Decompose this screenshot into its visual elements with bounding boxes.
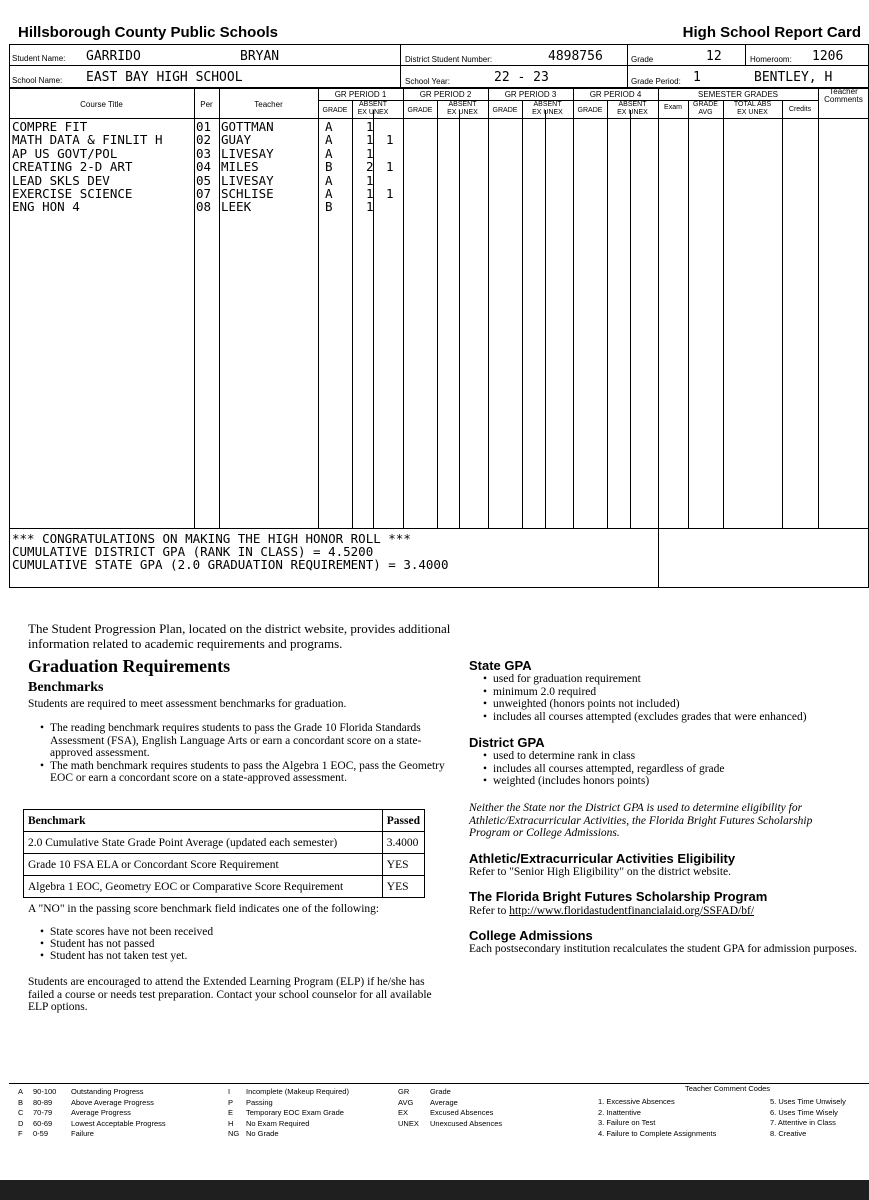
passed-row-gpa: 3.4000 <box>382 832 424 854</box>
grade-range: 0-59 <box>33 1129 49 1138</box>
course-gp1-unexcused: 1 <box>386 159 394 175</box>
course-gp1-excused: 2 <box>366 159 374 175</box>
no-reasons-list <box>38 926 213 962</box>
school-year: 22 - 23 <box>494 70 549 85</box>
course-teacher: GOTTMAN <box>221 119 274 134</box>
school-name-label: School Name: <box>12 76 63 85</box>
state-gpa-item: • includes all courses attempted (excludes grades that were enhanced) <box>493 711 807 724</box>
course-gp1-excused: 1 <box>366 145 374 161</box>
passed-row-eoc: YES <box>382 876 424 898</box>
sem-grade-avg-label: GRADE AVG <box>693 101 718 116</box>
athletic-text: Refer to "Senior High Eligibility" on the district website. <box>469 866 732 878</box>
gp3-grade-label: GRADE <box>492 107 518 114</box>
grade-range: 90-100 <box>33 1087 57 1096</box>
grade-description: Lowest Acceptable Progress <box>71 1118 166 1128</box>
gp3-absent-label: ABSENT <box>533 101 562 108</box>
course-gp1-grade: A <box>325 186 333 201</box>
course-title: AP US GOVT/POL <box>12 145 118 161</box>
district-gpa-list <box>481 750 725 788</box>
school-name: EAST BAY HIGH SCHOOL <box>86 70 243 85</box>
comment-code: 7. Attentive in Class <box>770 1118 836 1127</box>
grade-range: 70-79 <box>33 1108 53 1117</box>
comment-code: 6. Uses Time Wisely <box>770 1107 838 1117</box>
mark-code: NG <box>228 1129 240 1138</box>
comment-code: 4. Failure to Complete Assignments <box>598 1128 717 1138</box>
course-gp1-excused: 1 <box>366 132 374 148</box>
gp1-grade-label: GRADE <box>322 107 348 114</box>
course-title: CREATING 2-D ART <box>12 159 133 175</box>
abbrev-description: Excused Absences <box>430 1108 494 1117</box>
district-gpa-item: • includes all courses attempted, regardless of grade <box>493 763 725 776</box>
college-admissions-text: Each postsecondary institution recalculates the student GPA for admission purposes. <box>469 943 857 955</box>
student-first-name: BRYAN <box>240 49 280 64</box>
course-teacher: MILES <box>221 159 259 175</box>
course-gp1-grade: A <box>325 145 333 161</box>
mark-code: I <box>228 1087 231 1096</box>
comment-code: 5. Uses Time Unwisely <box>770 1097 846 1106</box>
gp2-absent-label: ABSENT <box>448 101 477 108</box>
district-gpa-item: • used to determine rank in class <box>493 750 725 763</box>
no-reason-item: • Student has not taken test yet. <box>50 950 213 962</box>
homeroom-teacher: BENTLEY, H <box>754 70 833 85</box>
course-gp1-grade: B <box>325 159 333 175</box>
gp1-absent-label: ABSENT <box>358 101 387 108</box>
grade-period-label: Grade Period: <box>631 77 681 86</box>
gp4-exunex-label: EX UNEX <box>617 109 648 116</box>
dsn-value: 4898756 <box>548 49 603 64</box>
grade-description: Outstanding Progress <box>71 1087 144 1096</box>
benchmark-row-eoc: Algebra 1 EOC, Geometry EOC or Comparative Score Requirement <box>24 876 383 898</box>
passed-header: Passed <box>382 810 424 832</box>
course-period: 02 <box>196 132 212 148</box>
district-gpa-title: District GPA <box>469 735 545 750</box>
school-year-label: School Year: <box>405 77 450 86</box>
grade-description: Failure <box>71 1129 94 1138</box>
mark-description: No Grade <box>246 1129 279 1138</box>
sem-credits-label: Credits <box>788 106 812 113</box>
district-gpa-message: CUMULATIVE DISTRICT GPA (RANK IN CLASS) = 4.5200 <box>12 544 374 559</box>
course-title: LEAD SKLS DEV <box>12 172 110 188</box>
math-benchmark: • The math benchmark requires students to pass the Algebra 1 EOC, pass the Geometry EOC or earn a concordant score on a state-approved assessment. <box>50 760 450 785</box>
course-title: COMPRE FIT <box>12 119 88 134</box>
course-period: 05 <box>196 172 212 188</box>
state-gpa-item: • unweighted (honors points not included) <box>493 698 807 711</box>
comment-code: 3. Failure on Test <box>598 1118 656 1127</box>
gp4-absent-label: ABSENT <box>618 101 647 108</box>
abbrev-description: Average <box>430 1097 458 1107</box>
grade-range: 80-89 <box>33 1097 53 1107</box>
grade-range: 60-69 <box>33 1118 53 1128</box>
grade-description: Above Average Progress <box>71 1097 154 1107</box>
honor-roll-message: *** CONGRATULATIONS ON MAKING THE HIGH HONOR ROLL *** <box>12 531 411 546</box>
student-name-label: Student Name: <box>12 54 66 63</box>
passed-row-fsa: YES <box>382 854 424 876</box>
abbrev-description: Unexcused Absences <box>430 1118 503 1128</box>
benchmark-table <box>23 809 425 898</box>
course-title: ENG HON 4 <box>12 199 80 215</box>
course-gp1-excused: 1 <box>366 119 374 134</box>
state-gpa-item: • used for graduation requirement <box>493 673 807 686</box>
bright-futures-title: The Florida Bright Futures Scholarship Program <box>469 889 768 904</box>
course-gp1-grade: B <box>325 199 333 215</box>
col-gp1: GR PERIOD 1 <box>334 90 387 99</box>
mark-description: Incomplete (Makeup Required) <box>246 1087 349 1096</box>
col-per: Per <box>200 100 213 109</box>
abbrev-code: EX <box>398 1108 409 1117</box>
course-period: 07 <box>196 186 212 201</box>
course-gp1-grade: A <box>325 172 333 188</box>
state-gpa-list <box>481 673 807 723</box>
benchmark-row-gpa: 2.0 Cumulative State Grade Point Average (updated each semester) <box>24 832 383 854</box>
gp3-exunex-label: EX UNEX <box>532 109 563 116</box>
mark-description: Passing <box>246 1097 273 1107</box>
course-teacher: LEEK <box>221 199 252 215</box>
course-teacher: LIVESAY <box>221 172 274 188</box>
report-title: High School Report Card <box>682 24 861 41</box>
grade-code: F <box>18 1129 23 1138</box>
benchmarks-title: Benchmarks <box>28 680 104 695</box>
course-teacher: LIVESAY <box>221 145 274 161</box>
mark-code: P <box>228 1097 234 1107</box>
intro-text: The Student Progression Plan, located on the district website, provides additional information related to academic requirements and programs. <box>28 621 451 651</box>
course-period: 03 <box>196 145 212 161</box>
sem-total-abs-label: TOTAL ABS <box>733 101 772 108</box>
grade-value: 12 <box>706 49 722 64</box>
no-indicates-text: A "NO" in the passing score benchmark field indicates one of the following: <box>28 903 380 915</box>
benchmark-bullets <box>38 722 450 785</box>
course-gp1-unexcused: 1 <box>386 186 394 201</box>
elp-text: Students are encouraged to attend the Extended Learning Program (ELP) if he/she has failed a course or needs test preparation. Contact your school counselor for all available ELP options. <box>28 976 432 1013</box>
abbrev-description: Grade <box>430 1087 451 1096</box>
state-gpa-message: CUMULATIVE STATE GPA (2.0 GRADUATION REQUIREMENT) = 3.4000 <box>12 557 449 572</box>
bright-futures-link[interactable]: http://www.floridastudentfinancialaid.org/SSFAD/bf/ <box>509 905 755 917</box>
grade-label: Grade <box>631 55 654 64</box>
college-admissions-title: College Admissions <box>469 928 593 943</box>
mark-description: No Exam Required <box>246 1118 310 1128</box>
bright-futures-prefix: Refer to <box>469 905 510 917</box>
student-last-name: GARRIDO <box>86 49 141 64</box>
comment-code: 8. Creative <box>770 1128 807 1138</box>
col-gp3: GR PERIOD 3 <box>504 90 557 99</box>
abbrev-code: UNEX <box>398 1118 419 1128</box>
graduation-requirements-title: Graduation Requirements <box>28 656 231 676</box>
grade-period-value: 1 <box>693 70 701 85</box>
col-gp2: GR PERIOD 2 <box>419 90 472 99</box>
bright-futures-text <box>469 905 754 917</box>
athletic-title: Athletic/Extracurricular Activities Eligibility <box>469 851 736 866</box>
no-reason-item: • Student has not passed <box>50 938 213 950</box>
mark-code: H <box>228 1118 234 1128</box>
grade-code: B <box>18 1097 24 1107</box>
col-course-title: Course Title <box>80 100 123 109</box>
homeroom-label: Homeroom: <box>750 55 792 64</box>
col-teacher: Teacher <box>254 100 283 109</box>
course-teacher: GUAY <box>221 132 252 148</box>
course-gp1-excused: 1 <box>366 172 374 188</box>
mark-description: Temporary EOC Exam Grade <box>246 1108 344 1117</box>
course-gp1-unexcused: 1 <box>386 132 394 148</box>
bottom-band <box>0 1180 869 1200</box>
grade-code: D <box>18 1118 24 1128</box>
course-teacher: SCHLISE <box>221 186 274 201</box>
sem-exam-label: Exam <box>664 104 682 111</box>
col-teacher-comments: Teacher Comments <box>824 87 863 104</box>
course-gp1-grade: A <box>325 119 333 134</box>
mark-code: E <box>228 1108 234 1117</box>
course-period: 01 <box>196 119 212 134</box>
benchmark-row-fsa: Grade 10 FSA ELA or Concordant Score Requirement <box>24 854 383 876</box>
gp4-grade-label: GRADE <box>577 107 603 114</box>
reading-benchmark: • The reading benchmark requires students to pass the Grade 10 Florida Standards Assessment (FSA), English Language Arts or earn a concordant score on a state-approved assessment. <box>50 722 450 760</box>
eligibility-note: Neither the State nor the District GPA is used to determine eligibility for Athletic/Extracurricular Activities, the Florida Bright Futures Scholarship Program or College Admissions. <box>469 802 813 839</box>
grade-code: C <box>18 1108 24 1117</box>
course-period: 04 <box>196 159 212 175</box>
district-name: Hillsborough County Public Schools <box>18 24 279 41</box>
col-gp4: GR PERIOD 4 <box>589 90 642 99</box>
no-reason-item: • State scores have not been received <box>50 926 213 938</box>
course-gp1-grade: A <box>325 132 333 148</box>
col-semester: SEMESTER GRADES <box>697 90 778 99</box>
gp2-exunex-label: EX UNEX <box>447 109 478 116</box>
benchmark-header: Benchmark <box>24 810 383 832</box>
grade-code: A <box>18 1087 24 1096</box>
course-title: MATH DATA & FINLIT H <box>12 132 163 148</box>
state-gpa-item: • minimum 2.0 required <box>493 686 807 699</box>
district-gpa-item: • weighted (includes honors points) <box>493 775 725 788</box>
abbrev-code: AVG <box>398 1097 414 1107</box>
course-gp1-excused: 1 <box>366 186 374 201</box>
state-gpa-title: State GPA <box>469 658 532 673</box>
grade-description: Average Progress <box>71 1108 131 1117</box>
homeroom-value: 1206 <box>812 49 844 64</box>
dsn-label: District Student Number: <box>405 55 493 64</box>
gp1-exunex-label: EX UNEX <box>357 109 389 116</box>
abbrev-code: GR <box>398 1087 410 1096</box>
course-gp1-excused: 1 <box>366 199 374 215</box>
comment-code: 1. Excessive Absences <box>598 1097 675 1106</box>
course-title: EXERCISE SCIENCE <box>12 186 133 201</box>
comment-code: 2. Inattentive <box>598 1107 641 1117</box>
gp2-grade-label: GRADE <box>407 107 433 114</box>
comment-codes-title: Teacher Comment Codes <box>685 1084 771 1093</box>
grades-grid <box>9 88 869 588</box>
sem-total-exunex-label: EX UNEX <box>737 109 768 116</box>
course-period: 08 <box>196 199 212 215</box>
benchmarks-text: Students are required to meet assessment benchmarks for graduation. <box>28 698 347 710</box>
